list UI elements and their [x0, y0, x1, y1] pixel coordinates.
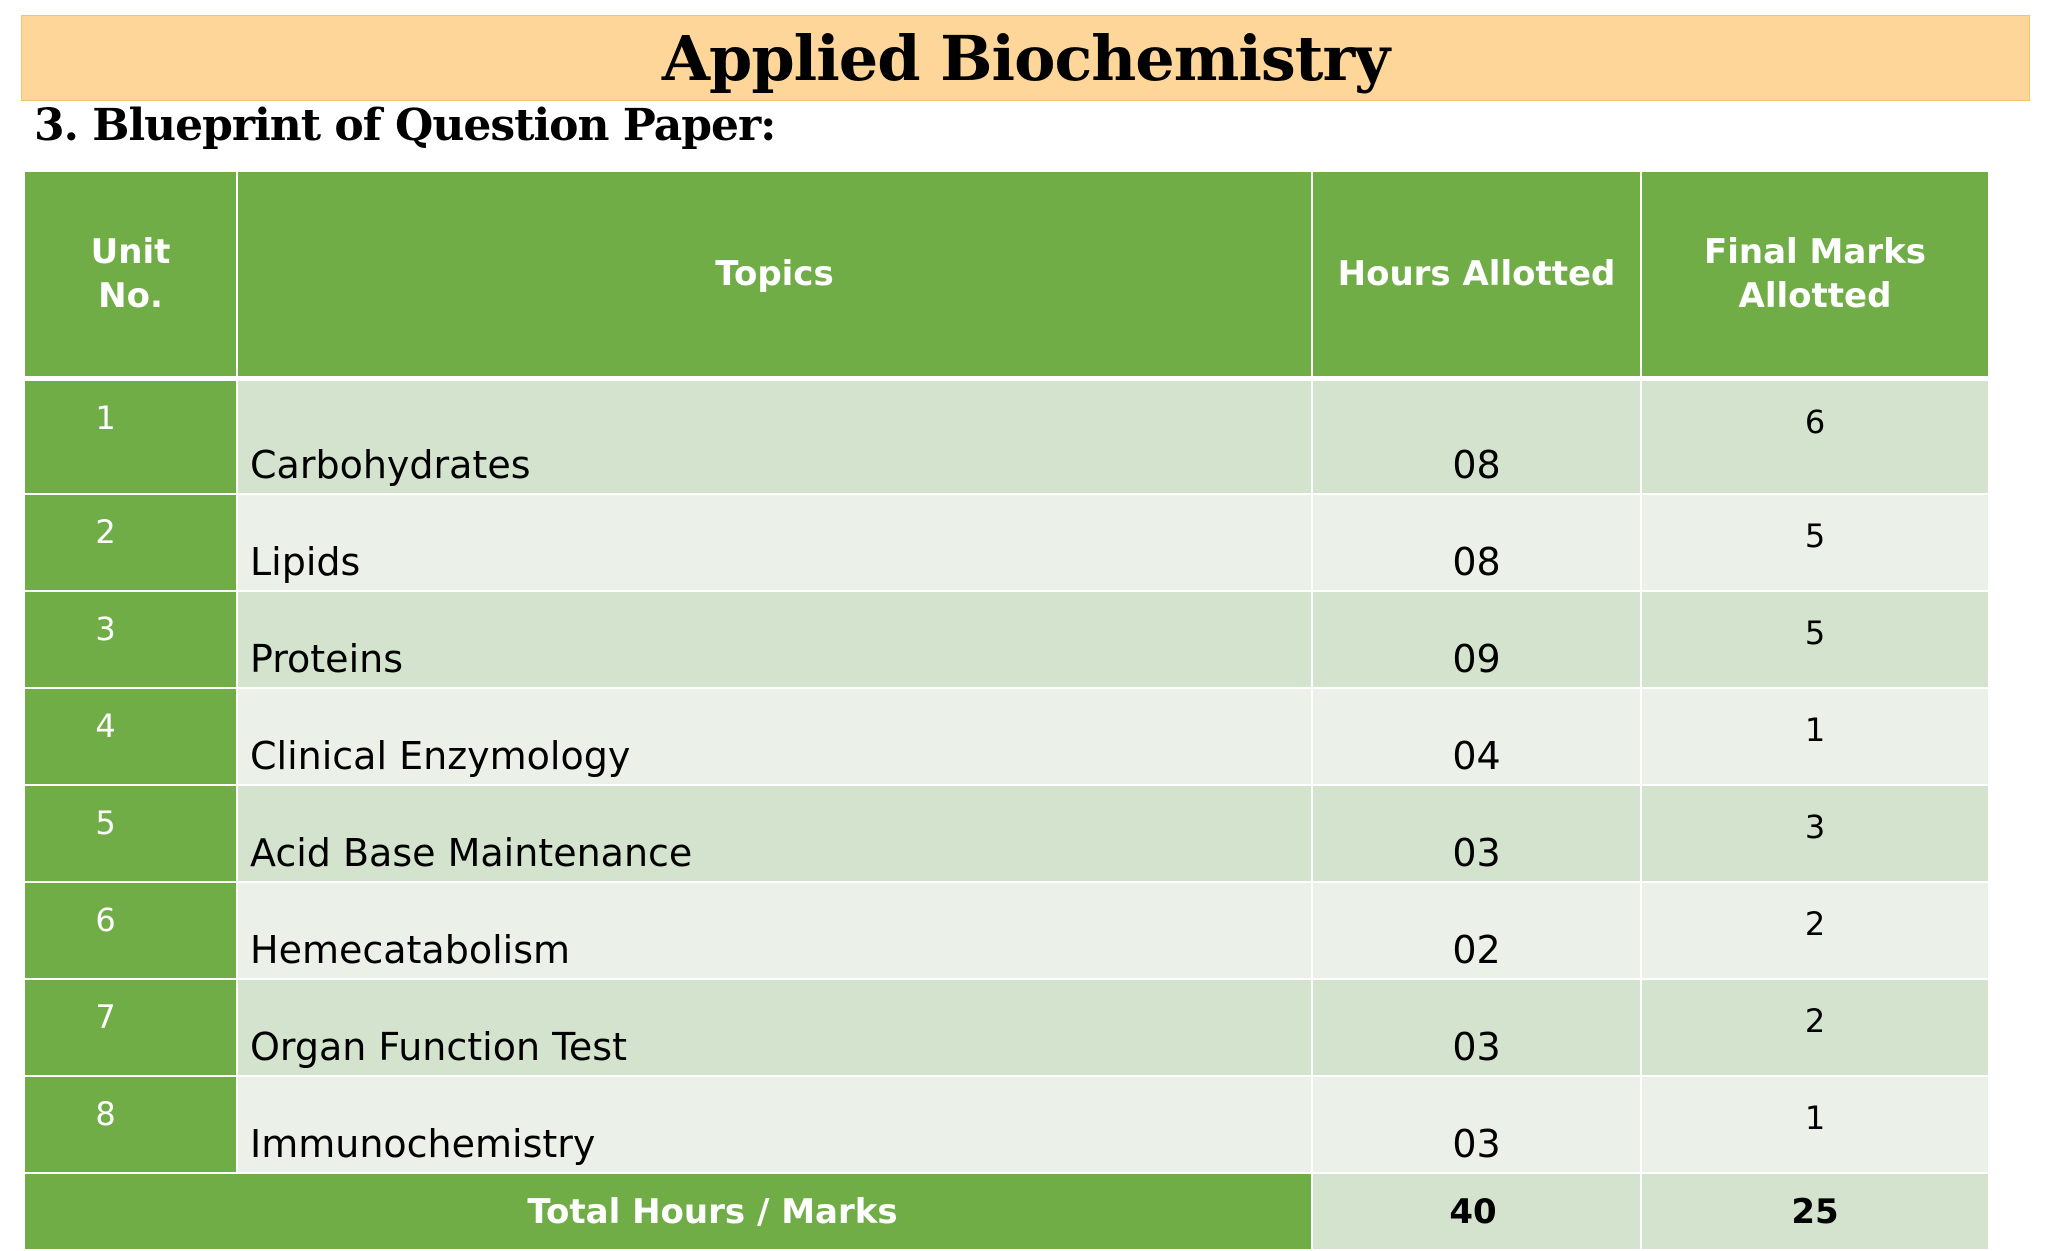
topic-name: Acid Base Maintenance	[237, 785, 1312, 882]
blueprint-table	[23, 170, 1990, 1251]
header-unit-no	[24, 171, 237, 379]
header-hours-allotted: Hours Allotted	[1312, 171, 1641, 379]
topic-name: Clinical Enzymology	[237, 688, 1312, 785]
hours-value: 02	[1312, 882, 1641, 979]
marks-value: 2	[1641, 979, 1989, 1076]
header-marks-line2: Allotted	[1738, 276, 1892, 316]
table-row	[24, 379, 1989, 495]
hours-value: 03	[1312, 1076, 1641, 1173]
hours-value: 08	[1312, 379, 1641, 495]
marks-value: 3	[1641, 785, 1989, 882]
table-row	[24, 979, 1989, 1076]
header-unit-line1: Unit	[90, 231, 171, 272]
table-row	[24, 1076, 1989, 1173]
unit-number: 6	[24, 882, 237, 979]
unit-number: 7	[24, 979, 237, 1076]
section-heading: 3. Blueprint of Question Paper:	[34, 100, 776, 151]
unit-number: 4	[24, 688, 237, 785]
unit-number: 1	[24, 379, 237, 495]
hours-value: 04	[1312, 688, 1641, 785]
unit-number: 3	[24, 591, 237, 688]
table-row	[24, 494, 1989, 591]
topic-name: Hemecatabolism	[237, 882, 1312, 979]
unit-number: 5	[24, 785, 237, 882]
marks-value: 5	[1641, 591, 1989, 688]
unit-number: 2	[24, 494, 237, 591]
slide-title: Applied Biochemistry	[661, 21, 1390, 95]
table-row	[24, 785, 1989, 882]
total-row	[24, 1173, 1989, 1250]
marks-value: 5	[1641, 494, 1989, 591]
table-row	[24, 688, 1989, 785]
unit-number: 8	[24, 1076, 237, 1173]
total-label: Total Hours / Marks	[24, 1173, 1312, 1250]
hours-value: 03	[1312, 785, 1641, 882]
topic-name: Immunochemistry	[237, 1076, 1312, 1173]
table-row	[24, 882, 1989, 979]
hours-value: 08	[1312, 494, 1641, 591]
marks-value: 6	[1641, 379, 1989, 495]
header-topics: Topics	[237, 171, 1312, 379]
header-marks-line1: Final Marks	[1704, 231, 1926, 272]
header-final-marks	[1641, 171, 1989, 379]
marks-value: 1	[1641, 688, 1989, 785]
title-banner	[21, 15, 2030, 101]
table-header-row	[24, 171, 1989, 379]
hours-value: 09	[1312, 591, 1641, 688]
total-marks: 25	[1641, 1173, 1989, 1250]
table-row	[24, 591, 1989, 688]
hours-value: 03	[1312, 979, 1641, 1076]
topic-name: Organ Function Test	[237, 979, 1312, 1076]
topic-name: Lipids	[237, 494, 1312, 591]
marks-value: 1	[1641, 1076, 1989, 1173]
topic-name: Carbohydrates	[237, 379, 1312, 495]
header-unit-line2: No.	[98, 276, 163, 316]
total-hours: 40	[1312, 1173, 1641, 1250]
topic-name: Proteins	[237, 591, 1312, 688]
marks-value: 2	[1641, 882, 1989, 979]
